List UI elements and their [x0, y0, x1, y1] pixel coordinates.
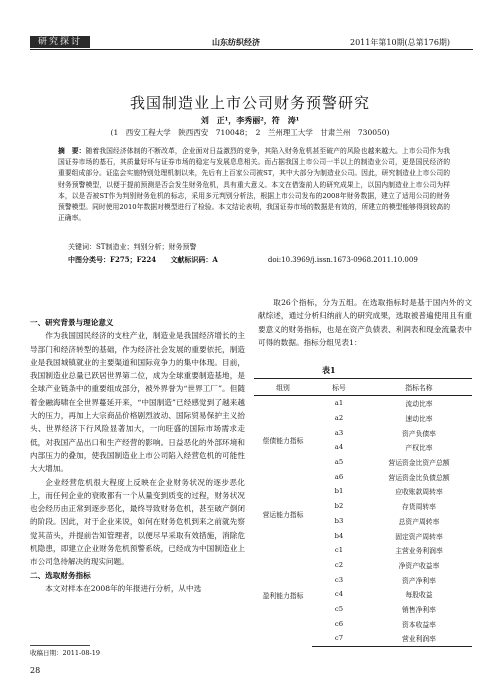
journal-name: 山东纺织经济 [212, 37, 260, 47]
code-cell: c7 [312, 631, 366, 646]
paragraph: 本文对样本在2008年的年报进行分析，从中选 [45, 583, 202, 593]
article-title: 我国制造业上市公司财务预警研究 [129, 94, 370, 112]
authors: 刘 正¹，李秀丽²，符 涛¹ [200, 115, 300, 125]
code-cell: a4 [334, 443, 344, 452]
code-cell: c5 [334, 604, 344, 613]
paragraph: 取26个指标，分为五组。在选取指标时是基于国内外的文献综述，通过分析归纳前人的研究成果，选取被普遍使用且有重要意义的财务指标，也是在资产负债表、利润表和现金流量表中可得的数据。指标分组见表1： [258, 298, 472, 347]
classification-line [68, 255, 468, 265]
indicator-name-cell: 固定资产周转率 [395, 532, 443, 541]
group-name-cell: 营运能力指标 [262, 510, 304, 519]
footnote-rule [30, 645, 90, 646]
header-cell: 组别 [254, 379, 312, 396]
table-title: 表1 [322, 365, 336, 375]
abstract-label: 摘 要： [58, 147, 86, 155]
indicator-name-cell: 每股收益 [405, 591, 433, 600]
section-heading: 一、研究背景与理论意义 [30, 318, 114, 327]
header-cell: 指标名称 [366, 379, 472, 396]
code-cell: b4 [334, 531, 344, 540]
indicator-name-cell: 营运资金比资产总额 [388, 459, 450, 468]
table-row [254, 543, 472, 558]
header-rule [30, 49, 473, 50]
table-header-row [254, 379, 472, 396]
code-cell: c2 [334, 560, 344, 569]
paragraph: 企业经营危机很大程度上反映在企业财务状况的逐步恶化上，而任何企业的衰败都有一个从量变到质变的过程，财务状况也会经历由正常到逐步恶化，最终导致财务危机，甚至破产倒闭的阶段。因此，对于企业来说，如何在财务危机到来之前就先察觉其苗头，并提前告知管理者，以便尽早采取有效措施，消除危机隐患，即建立企业财务危机预警系统，已经成为中国制造业上市公司急待解决的现实问题。 [30, 477, 245, 567]
abstract-text: 随着我国经济体制的不断改革，企业面对日益激烈的竞争，其陷入财务危机甚至破产的风险也越来越大。上市公司作为我国证券市场的基石，其质量好坏与证券市场的稳定与发展息息相关。而占据我国上市公司一半以上的制造业公司，更是国民经济的重要组成部分。证监会实施特别处理机制以来，先后有上百家公司被ST，其中大部分为制造业公司。因此，研究制造业上市公司的财务预警模型，以便于提前预测是否会发生财务危机，具有重大意义。本文在借鉴前人的研究成果上，以国内制造业上市公司为样本，以是否被ST作为判别财务危机的标志，采用多元判别分析法，根据上市公司发布的2008年财务数据，建立了适用公司的财务预警模型。同时使用2010年数据对模型进行了检验。本文结论表明，我国证券市场的数据是有效的，所建立的模型能够得到较高的正确率。 [58, 147, 450, 223]
indicator-name-cell: 营运资金比负债总额 [388, 473, 450, 482]
issue-info: 2011年第10期(总第176期) [350, 38, 451, 47]
indicator-name-cell: 总资产周转率 [398, 517, 440, 526]
code-cell: a2 [334, 414, 344, 423]
indicator-name-cell: 流动比率 [405, 400, 433, 409]
group-name-cell: 盈利能力指标 [262, 591, 304, 600]
affiliations: (1 西安工程大学 陕西西安 710048； 2 兰州理工大学 甘肃兰州 730050) [110, 128, 390, 137]
code-cell: c6 [334, 619, 344, 628]
indicator-name-cell: 应收账款周转率 [395, 488, 443, 497]
document-code: 文献标识码：A [170, 255, 218, 264]
doi: doi:10.3969/j.issn.1673-0968.2011.10.009 [267, 256, 418, 264]
table-row [254, 484, 472, 499]
group-name-cell: 偿债能力指标 [262, 437, 304, 446]
column-tag: 研究探讨 [30, 36, 90, 48]
header-cell: 标号 [312, 379, 366, 396]
code-cell: b3 [334, 516, 344, 525]
indicator-name-cell: 资产净利率 [402, 576, 436, 585]
code-cell: a3 [334, 428, 344, 437]
section-heading: 二、选取财务指标 [30, 570, 91, 580]
table-row [254, 396, 472, 411]
indicator-name-cell: 产权比率 [405, 444, 433, 453]
right-column [258, 296, 472, 349]
indicator-name-cell: 营业利润率 [366, 631, 472, 646]
code-cell: b2 [334, 502, 344, 511]
indicator-name-cell: 净资产收益率 [398, 561, 440, 570]
indicator-name-cell: 主营业务利润率 [395, 547, 443, 556]
page-number: 28 [30, 666, 41, 675]
indicator-table [254, 378, 472, 647]
code-cell: b1 [334, 487, 344, 496]
abstract [58, 146, 450, 224]
code-cell: c3 [334, 575, 344, 584]
indicator-name-cell: 速动比率 [405, 415, 433, 424]
code-cell: a1 [334, 399, 344, 408]
left-column [30, 316, 245, 595]
indicator-name-cell: 销售净利率 [402, 605, 436, 614]
indicator-name-cell: 资本收益率 [402, 620, 436, 629]
keywords: 关键词：ST制造业；判别分析；财务预警 [68, 243, 197, 251]
received-date: 收稿日期：2011-08-19 [30, 649, 100, 657]
code-cell: a5 [334, 458, 344, 467]
code-cell: c1 [334, 546, 344, 555]
paragraph: 作为我国国民经济的支柱产业，制造业是我国经济增长的主导部门和经济转型的基础，作为经济社会发展的重要依托，制造业是我国城镇就业的主要渠道和国际竞争力的集中体现。目前，我国制造业总量已跃居世界第二位，成为全球重要制造基地，是全球产业链条中的重要组成部分，被外界誉为“世界工厂”。但随着金融海啸在全世界蔓延开来，“中国制造”已经感觉到了越来越大的压力，再加上大宗商品价格剧烈波动、国际贸易保护主义抬头、世界经济下行风险显著加大，一向旺盛的国际市场需求走低，对我国产品出口和生产经营的影响。日益恶化的外部环境和内部压力的叠加，使我国制造业上市公司陷入经营危机的可能性大大增加。 [30, 331, 245, 474]
code-cell: c4 [334, 590, 344, 599]
code-cell: a6 [334, 472, 344, 481]
clc-code: 中图分类号：F275；F224 [68, 255, 157, 264]
indicator-name-cell: 存货周转率 [402, 503, 436, 512]
indicator-name-cell: 资产负债率 [402, 429, 436, 438]
